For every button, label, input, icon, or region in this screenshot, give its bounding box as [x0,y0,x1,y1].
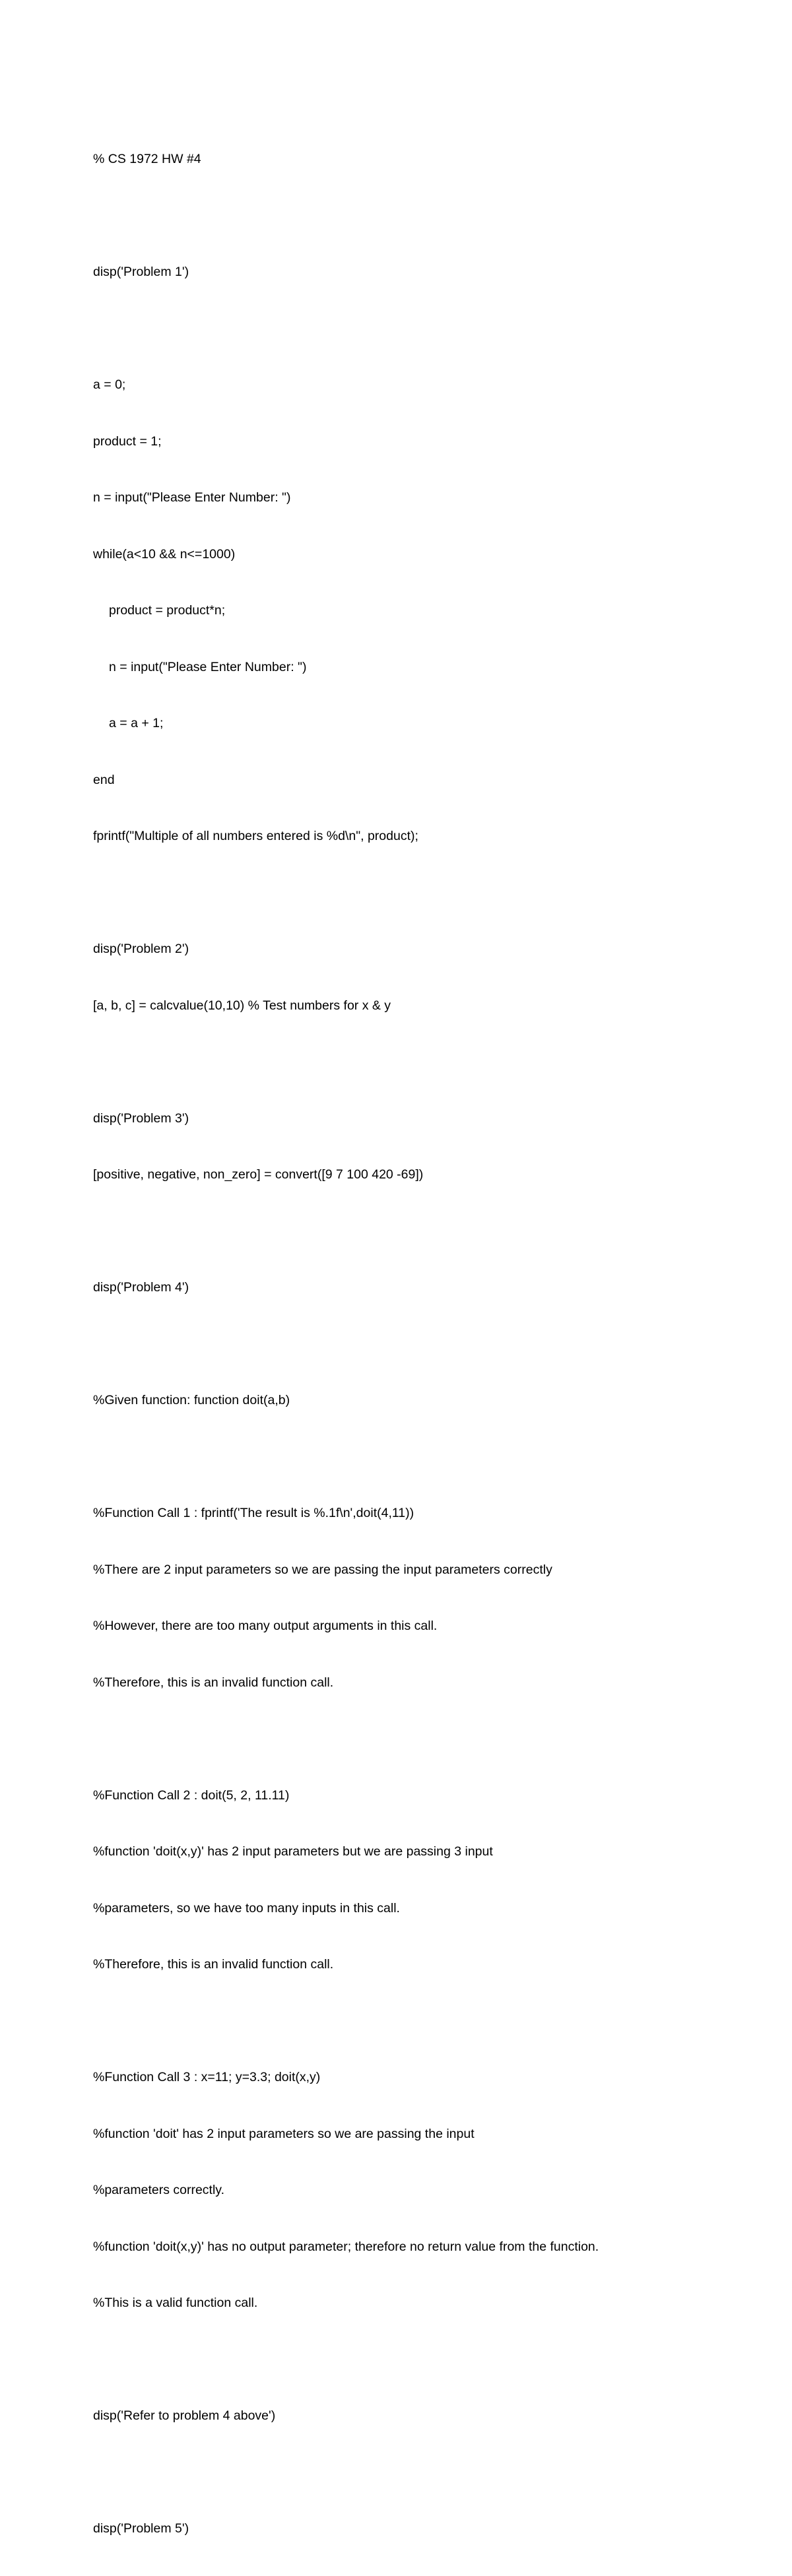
comment-line: %There are 2 input parameters so we are passing the input parameters correctly [93,1562,552,1577]
code-line: disp('Refer to problem 4 above') [93,2408,276,2423]
blank-line [93,1335,753,1354]
code-line: a = 0; [93,377,126,392]
comment-line: %Given function: function doit(a,b) [93,1393,290,1407]
blank-line [93,319,753,338]
code-line-indented: a = a + 1; [109,716,164,730]
comment-line: %Function Call 1 : fprintf('The result is %.1f\n',doit(4,11)) [93,1506,414,1520]
blank-line [93,1448,753,1467]
blank-line [93,1052,753,1072]
code-line: n = input("Please Enter Number: ") [93,490,291,505]
comment-line: %Therefore, this is an invalid function call. [93,1957,334,1972]
code-listing [93,112,753,2576]
code-line: disp('Problem 5') [93,2521,189,2536]
code-line: fprintf("Multiple of all numbers entered is %d\n", product); [93,829,418,843]
code-line: while(a<10 && n<=1000) [93,546,236,562]
blank-line [93,207,753,226]
comment-line: %function 'doit(x,y)' has no output parameter; therefore no return value from the function. [93,2239,599,2254]
comment-line: %This is a valid function call. [93,2296,258,2310]
blank-line [93,2463,753,2482]
code-line: disp('Problem 2') [93,942,189,956]
comment-line: %However, there are too many output arguments in this call. [93,1619,438,1633]
blank-line [93,1729,753,1749]
blank-line [93,1222,753,1241]
comment-line: %parameters, so we have too many inputs in this call. [93,1900,400,1916]
comment-line: %function 'doit(x,y)' has 2 input parameters but we are passing 3 input [93,1844,493,1859]
code-line: disp('Problem 3') [93,1111,189,1126]
blank-line [93,884,753,903]
code-line: product = 1; [93,434,162,449]
comment-line: %parameters correctly. [93,2183,225,2197]
blank-line [93,2012,753,2031]
blank-line [93,2350,753,2369]
code-line: [positive, negative, non_zero] = convert([9 7 100 420 -69]) [93,1167,424,1182]
comment-line: % CS 1972 HW #4 [93,152,201,166]
code-line: disp('Problem 1') [93,265,189,279]
comment-line: %function 'doit' has 2 input parameters so we are passing the input [93,2126,475,2141]
code-line-indented: product = product*n; [109,603,226,618]
code-line: [a, b, c] = calcvalue(10,10) % Test numbers for x & y [93,998,391,1013]
code-line: end [93,772,115,787]
comment-line: %Function Call 3 : x=11; y=3.3; doit(x,y) [93,2070,321,2084]
code-line: disp('Problem 4') [93,1280,189,1295]
code-line-indented: n = input("Please Enter Number: ") [109,659,307,674]
comment-line: %Function Call 2 : doit(5, 2, 11.11) [93,1787,290,1803]
comment-line: %Therefore, this is an invalid function call. [93,1675,334,1690]
